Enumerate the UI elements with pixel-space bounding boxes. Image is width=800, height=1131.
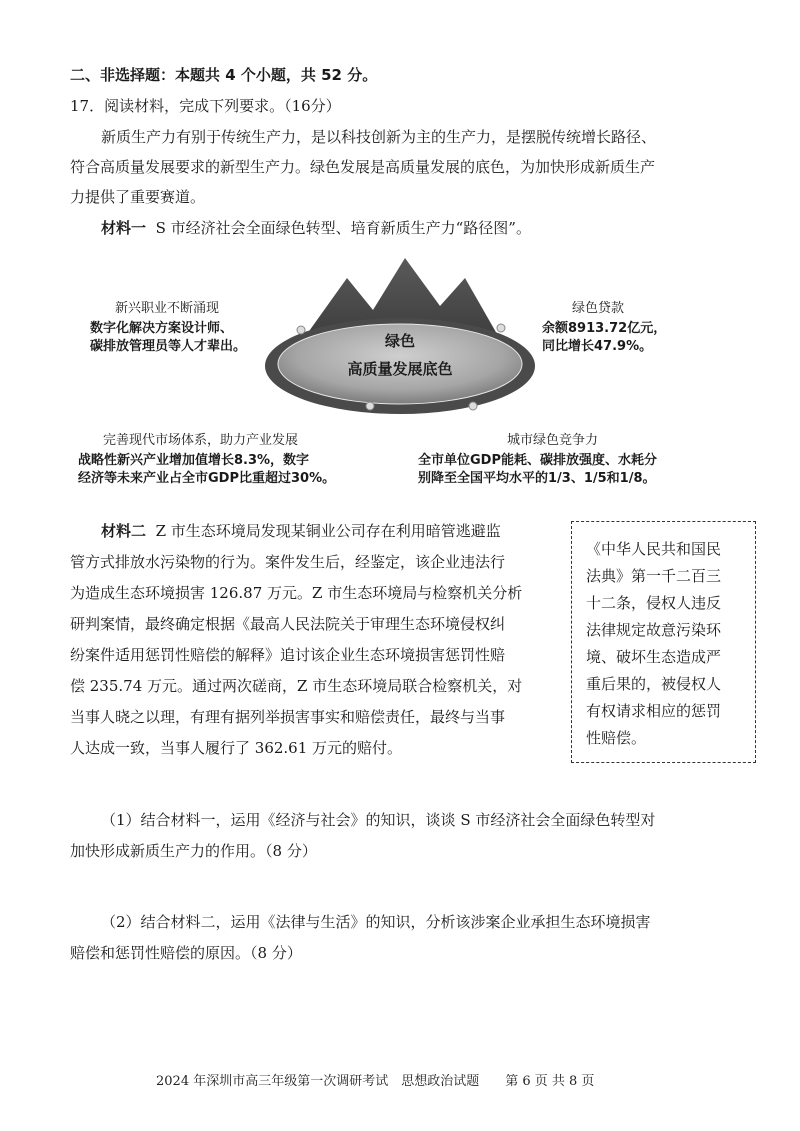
top-left-line: 数字化解决方案设计师、 xyxy=(90,321,234,336)
question-title: 17．阅读材料，完成下列要求。（16分） xyxy=(70,97,341,115)
top-right-title: 绿色贷款 xyxy=(572,301,625,316)
page-footer: 2024 年深圳市高三年级第一次调研考试 思想政治试题 第 6 页 共 8 页 xyxy=(156,1074,595,1089)
sub-question-2-line: （2）结合材料二，运用《法律与生活》的知识，分析该涉案企业承担生态环境损害 xyxy=(101,913,651,931)
material1-header xyxy=(101,218,531,238)
civil-code-box xyxy=(571,521,756,763)
material2-line-first xyxy=(101,521,501,541)
top-left-title: 新兴职业不断涌现 xyxy=(115,301,220,316)
bottom-right-title: 城市绿色竞争力 xyxy=(507,433,599,448)
material1-title: S 市经济社会全面绿色转型、培育新质生产力“路径图”。 xyxy=(155,219,531,237)
civil-code-line: 重后果的，被侵权人 xyxy=(586,675,722,693)
section-header: 二、非选择题：本题共 4 个小题，共 52 分。 xyxy=(70,66,378,84)
bottom-left-line: 战略性新兴产业增加值增长8.3%，数字 xyxy=(78,453,310,468)
top-left-line: 碳排放管理员等人才辈出。 xyxy=(90,339,247,354)
bottom-right-line: 别降至全国平均水平的1/3、1/5和1/8。 xyxy=(418,471,656,486)
node-dot xyxy=(297,326,305,334)
node-dot xyxy=(497,324,505,332)
civil-code-line: 有权请求相应的惩罚 xyxy=(586,702,722,720)
civil-code-line: 法律规定故意污染环 xyxy=(586,621,722,639)
node-dot xyxy=(366,402,374,410)
sub-question-1-line: 加快形成新质生产力的作用。（8 分） xyxy=(70,842,317,860)
bottom-right-line: 全市单位GDP能耗、碳排放强度、水耗分 xyxy=(418,453,657,468)
intro-line: 符合高质量发展要求的新型生产力。绿色发展是高质量发展的底色，为加快形成新质生产 xyxy=(70,158,656,176)
node-dot xyxy=(469,402,477,410)
civil-code-line: 境、破坏生态造成严 xyxy=(586,648,722,666)
material2-line: 偿 235.74 万元。通过两次磋商，Z 市生态环境局联合检察机关，对 xyxy=(70,677,523,695)
diagram-center-line2: 高质量发展底色 xyxy=(347,360,453,378)
material2-label: 材料二 xyxy=(101,522,147,540)
material1-label: 材料一 xyxy=(101,219,147,237)
top-right-line: 余额8913.72亿元， xyxy=(542,321,667,336)
top-right-line: 同比增长47.9%。 xyxy=(542,339,653,354)
intro-line: 新质生产力有别于传统生产力，是以科技创新为主的生产力，是摆脱传统增长路径、 xyxy=(101,128,657,146)
material2-text: Z 市生态环境局发现某铜业公司存在利用暗管逃避监 xyxy=(155,522,501,540)
sub-question-1-line: （1）结合材料一，运用《经济与社会》的知识，谈谈 S 市经济社会全面绿色转型对 xyxy=(101,811,656,829)
material2-line: 纷案件适用惩罚性赔偿的解释》追讨该企业生态环境损害惩罚性赔 xyxy=(70,646,506,664)
intro-line: 力提供了重要赛道。 xyxy=(70,188,206,206)
civil-code-line: 性赔偿。 xyxy=(586,729,647,747)
bottom-left-title: 完善现代市场体系，助力产业发展 xyxy=(103,433,299,448)
civil-code-line: 十二条，侵权人违反 xyxy=(586,594,722,612)
material2-line: 研判案情，最终确定根据《最高人民法院关于审理生态环境侵权纠 xyxy=(70,615,506,633)
material2-line: 管方式排放水污染物的行为。案件发生后，经鉴定，该企业违法行 xyxy=(70,553,506,571)
material2-line: 为造成生态环境损害 126.87 万元。Z 市生态环境局与检察机关分析 xyxy=(70,584,523,602)
civil-code-line: 法典》第一千二百三 xyxy=(586,567,722,585)
diagram-center-line1: 绿色 xyxy=(384,332,415,350)
sub-question-2-line: 赔偿和惩罚性赔偿的原因。（8 分） xyxy=(70,944,302,962)
material2-line: 人达成一致，当事人履行了 362.61 万元的赔付。 xyxy=(70,739,403,757)
material2-line: 当事人晓之以理，有理有据列举损害事实和赔偿责任，最终与当事 xyxy=(70,708,506,726)
bottom-left-line: 经济等未来产业占全市GDP比重超过30%。 xyxy=(78,471,336,486)
civil-code-line: 《中华人民共和国民 xyxy=(586,540,722,558)
